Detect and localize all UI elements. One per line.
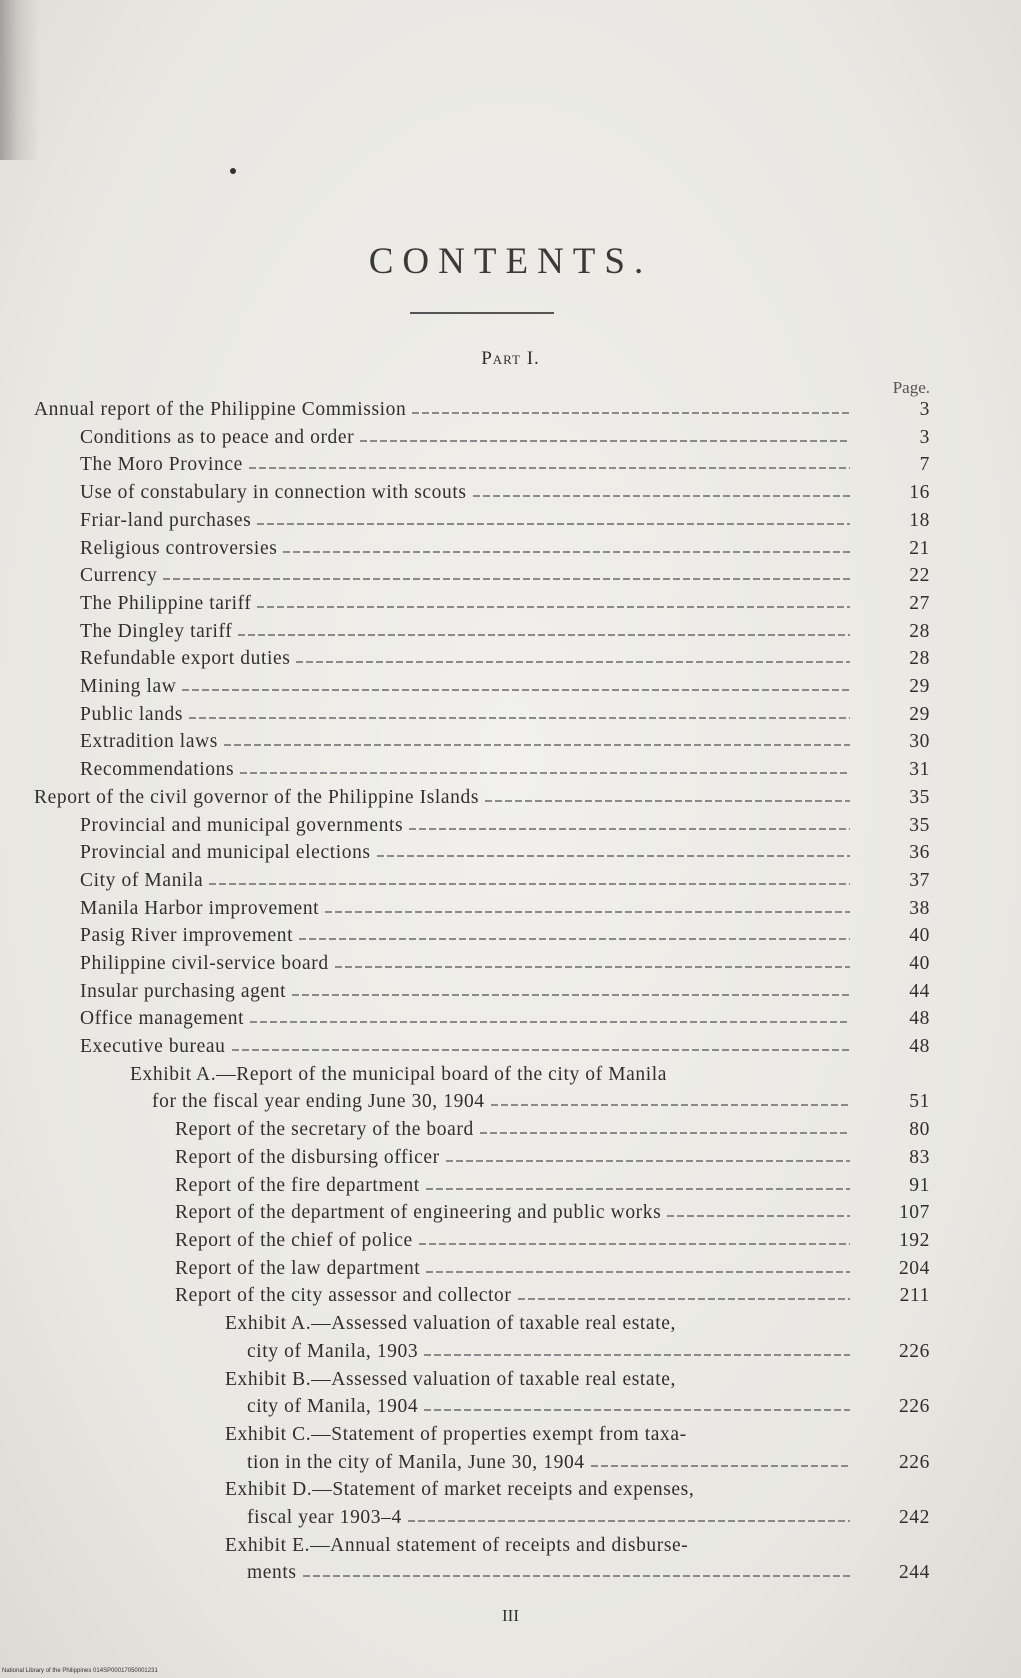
toc-entry <box>0 1310 1021 1365</box>
dot-leader <box>182 689 850 691</box>
toc-entry-title: Currency <box>80 565 158 587</box>
dot-leader <box>292 994 850 996</box>
toc-entry <box>0 784 1021 812</box>
toc-page-number: 21 <box>909 537 930 559</box>
toc-entry-line <box>80 895 850 923</box>
toc-entry <box>0 1532 1021 1587</box>
dot-leader <box>335 966 850 968</box>
toc-page-number: 35 <box>909 786 930 808</box>
toc-page-number: 40 <box>909 925 930 947</box>
dot-leader <box>240 772 850 774</box>
toc-entry-title: Religious controversies <box>80 537 278 559</box>
toc-entry-line <box>80 1005 850 1033</box>
dot-leader <box>419 1243 850 1245</box>
toc-entry <box>0 1172 1021 1200</box>
toc-entry <box>0 922 1021 950</box>
toc-entry-title: Exhibit E.—Annual statement of receipts and disburse- <box>225 1534 689 1556</box>
toc-entry <box>0 1116 1021 1144</box>
toc-page-number: 22 <box>909 565 930 587</box>
part-heading: Part I. <box>481 348 540 369</box>
toc-entry-line <box>80 728 850 756</box>
dot-leader <box>189 717 850 719</box>
scan-footer: National Library of the Philippines 014SP00017050001231 <box>2 1668 158 1674</box>
toc-page-number: 7 <box>919 454 930 476</box>
toc-entry-line <box>152 1088 850 1116</box>
toc-entry-line <box>34 396 850 424</box>
toc-page-number: 107 <box>898 1202 930 1224</box>
ink-speck <box>230 168 236 174</box>
toc-page-number: 35 <box>909 814 930 836</box>
toc-entry-line <box>80 1033 850 1061</box>
toc-page-number: 48 <box>909 1008 930 1030</box>
toc-page-number: 31 <box>909 759 930 781</box>
dot-leader <box>667 1215 850 1217</box>
dot-leader <box>257 523 850 525</box>
dot-leader <box>257 606 850 608</box>
dot-leader <box>491 1104 850 1106</box>
toc-entry-title: Recommendations <box>80 759 235 781</box>
toc-entry-line <box>175 1227 850 1255</box>
toc-entry-line <box>80 867 850 895</box>
dot-leader <box>424 1354 850 1356</box>
toc-entry-line <box>175 1144 850 1172</box>
toc-entry-title: Report of the law department <box>175 1257 421 1279</box>
toc-entry <box>0 562 1021 590</box>
toc-entry-title: Insular purchasing agent <box>80 980 287 1002</box>
toc-entry-line <box>80 618 850 646</box>
toc-entry-line <box>175 1116 850 1144</box>
toc-page-number: 91 <box>909 1174 930 1196</box>
dot-leader <box>360 440 850 442</box>
toc-entry <box>0 507 1021 535</box>
toc-entry <box>0 950 1021 978</box>
toc-entry-title: Exhibit B.—Assessed valuation of taxable real estate, <box>225 1368 676 1390</box>
toc-entry-line <box>225 1532 850 1560</box>
toc-page-number: 204 <box>898 1257 930 1279</box>
toc-page-number: 244 <box>898 1562 930 1584</box>
dot-leader <box>426 1188 850 1190</box>
toc-page-number: 38 <box>909 897 930 919</box>
dot-leader <box>473 495 850 497</box>
toc-entry-title: Exhibit A.—Assessed valuation of taxable real estate, <box>225 1313 676 1335</box>
toc-page-number: 18 <box>909 509 930 531</box>
toc-entry-title: Philippine civil-service board <box>80 953 329 974</box>
toc-entry-line <box>225 1366 850 1394</box>
toc-entry-title: Provincial and municipal governments <box>80 814 404 836</box>
toc-entry-title: Report of the civil governor of the Philippine Islands <box>34 786 480 808</box>
toc-entry-title: Exhibit C.—Statement of properties exempt from taxa- <box>225 1423 687 1445</box>
toc-entry <box>0 1144 1021 1172</box>
toc-entry-title: Report of the city assessor and collector <box>175 1285 512 1307</box>
title-rule <box>410 312 554 314</box>
toc-entry-line <box>80 590 850 618</box>
toc-entry <box>0 590 1021 618</box>
dot-leader <box>303 1575 850 1577</box>
toc-entry <box>0 1227 1021 1255</box>
toc-entry-line <box>247 1338 850 1366</box>
toc-entry <box>0 1005 1021 1033</box>
toc-entry-line <box>247 1504 850 1532</box>
dot-leader <box>424 1409 850 1411</box>
toc-entry-line <box>80 812 850 840</box>
toc-entry-line <box>80 562 850 590</box>
toc-entry-title: city of Manila, 1903 <box>247 1340 419 1362</box>
toc-entry-line <box>175 1199 850 1227</box>
toc-entry-line <box>80 507 850 535</box>
toc-entry-title: for the fiscal year ending June 30, 1904 <box>152 1091 485 1113</box>
dot-leader <box>163 578 850 580</box>
toc-entry-line <box>175 1255 850 1283</box>
toc-entry-title: City of Manila <box>80 869 204 891</box>
toc-entry-line <box>225 1421 850 1449</box>
toc-entry <box>0 728 1021 756</box>
toc-entry-title: The Dingley tariff <box>80 620 233 642</box>
toc-entry-title: Executive bureau <box>80 1036 226 1058</box>
toc-page-number: 3 <box>919 426 930 448</box>
toc-page-number: 211 <box>899 1285 930 1307</box>
toc-entry-line <box>175 1282 850 1310</box>
toc-entry-title: Report of the secretary of the board <box>175 1119 474 1141</box>
toc-page-number: 16 <box>909 482 930 504</box>
page-corner-shadow <box>0 0 40 160</box>
dot-leader <box>209 883 850 885</box>
toc-page-number: 3 <box>919 399 930 420</box>
toc-entry <box>0 1421 1021 1476</box>
toc-entry-title: The Moro Province <box>80 454 243 476</box>
toc-page-number: 44 <box>909 980 930 1002</box>
toc-entry-title: Report of the department of engineering and public works <box>175 1202 662 1224</box>
dot-leader <box>591 1465 850 1467</box>
toc-entry <box>0 756 1021 784</box>
toc-entry-line <box>80 839 850 867</box>
toc-entry-line <box>175 1172 850 1200</box>
toc-entry-line <box>80 701 850 729</box>
toc-page-number: 192 <box>898 1230 930 1251</box>
toc-entry <box>0 479 1021 507</box>
toc-entry-title: Office management <box>80 1008 245 1030</box>
toc-entry-title: Provincial and municipal elections <box>80 842 371 864</box>
toc-entry-title: ments <box>247 1562 297 1584</box>
toc-entry-title: Public lands <box>80 703 184 725</box>
dot-leader <box>377 855 850 857</box>
dot-leader <box>426 1271 850 1273</box>
toc-entry <box>0 645 1021 673</box>
dot-leader <box>249 467 850 469</box>
toc-entry-line <box>80 922 850 950</box>
toc-entry <box>0 867 1021 895</box>
page-folio: III <box>502 1606 519 1625</box>
toc-entry-title: Refundable export duties <box>80 648 291 670</box>
dot-leader <box>412 412 850 414</box>
toc-entry <box>0 1366 1021 1421</box>
dot-leader <box>518 1298 850 1300</box>
dot-leader <box>250 1021 850 1023</box>
page-column-header: Page. <box>892 378 930 397</box>
toc-entry-title: fiscal year 1903–4 <box>247 1506 402 1528</box>
toc-entry-title: Annual report of the Philippine Commission <box>34 399 407 420</box>
toc-entry <box>0 451 1021 479</box>
toc-page-number: 242 <box>898 1506 930 1528</box>
toc-entry-line <box>80 424 850 452</box>
toc-entry <box>0 978 1021 1006</box>
dot-leader <box>325 911 850 913</box>
toc-page-number: 226 <box>898 1396 930 1418</box>
dot-leader <box>224 744 850 746</box>
toc-entry <box>0 1033 1021 1061</box>
toc-page-number: 48 <box>909 1036 930 1058</box>
toc-entry <box>0 701 1021 729</box>
toc-entry <box>0 839 1021 867</box>
toc-entry <box>0 424 1021 452</box>
toc-entry-title: Conditions as to peace and order <box>80 426 355 448</box>
toc-entry-title: Mining law <box>80 676 177 697</box>
toc-entry-line <box>80 451 850 479</box>
toc-entry-line <box>80 978 850 1006</box>
toc-entry-title: Manila Harbor improvement <box>80 897 320 919</box>
toc-entry-line <box>34 784 850 812</box>
toc-entry-line <box>80 645 850 673</box>
toc-entry <box>0 1255 1021 1283</box>
toc-page-number: 226 <box>898 1340 930 1362</box>
toc-entry <box>0 1282 1021 1310</box>
toc-page-number: 36 <box>909 842 930 864</box>
toc-entry <box>0 396 1021 424</box>
toc-entry-line <box>80 950 850 978</box>
toc-entry <box>0 1061 1021 1116</box>
toc-entry-line <box>80 673 850 701</box>
dot-leader <box>299 938 850 940</box>
toc-page-number: 37 <box>909 869 930 891</box>
toc-entry <box>0 1199 1021 1227</box>
toc-page-number: 226 <box>898 1451 930 1473</box>
toc-entry-title: Use of constabulary in connection with scouts <box>80 482 467 504</box>
dot-leader <box>446 1160 850 1162</box>
page-title: CONTENTS. <box>368 241 653 282</box>
dot-leader <box>485 800 850 802</box>
dot-leader <box>238 634 850 636</box>
toc-page-number: 28 <box>909 620 930 642</box>
toc-page-number: 28 <box>909 648 930 670</box>
dot-leader <box>480 1132 850 1134</box>
toc-page-number: 29 <box>909 676 930 697</box>
dot-leader <box>408 1520 850 1522</box>
toc-entry-title: Exhibit D.—Statement of market receipts and expenses, <box>225 1479 695 1501</box>
toc-entry-line <box>80 756 850 784</box>
toc-entry <box>0 618 1021 646</box>
toc-entry-line <box>247 1393 850 1421</box>
toc-entry <box>0 895 1021 923</box>
toc-entry-title: Friar-land purchases <box>80 509 252 531</box>
toc-entry-line <box>247 1449 850 1477</box>
toc-entry-title: city of Manila, 1904 <box>247 1396 419 1418</box>
toc-entry <box>0 1476 1021 1531</box>
dot-leader <box>232 1049 851 1051</box>
toc-entry-title: Extradition laws <box>80 731 218 753</box>
toc-entry-title: Report of the fire department <box>175 1174 420 1196</box>
dot-leader <box>283 551 850 553</box>
toc-entry-line <box>247 1559 850 1587</box>
toc-page-number: 29 <box>909 703 930 725</box>
toc-entry-title: Report of the disbursing officer <box>175 1146 440 1168</box>
toc-page-number: 51 <box>909 1091 930 1113</box>
toc-entry-line <box>225 1476 850 1504</box>
dot-leader <box>296 661 850 663</box>
toc-entry-line <box>130 1061 850 1089</box>
toc-page-number: 83 <box>909 1146 930 1168</box>
toc-entry-title: Pasig River improvement <box>80 925 294 947</box>
toc-entry-title: Report of the chief of police <box>175 1230 413 1251</box>
toc-entry <box>0 812 1021 840</box>
toc-page-number: 80 <box>909 1119 930 1141</box>
toc-entry <box>0 535 1021 563</box>
toc-page-number: 30 <box>909 731 930 753</box>
toc-entry <box>0 673 1021 701</box>
toc-entry-line <box>80 535 850 563</box>
toc-entry-title: tion in the city of Manila, June 30, 1904 <box>247 1451 585 1473</box>
toc-page-number: 27 <box>909 592 930 614</box>
toc-entry-title: The Philippine tariff <box>80 592 252 614</box>
toc-page-number: 40 <box>909 953 930 974</box>
toc-entry-line <box>80 479 850 507</box>
dot-leader <box>409 828 850 830</box>
toc-entry-title: Exhibit A.—Report of the municipal board of the city of Manila <box>130 1063 668 1085</box>
toc-entry-line <box>225 1310 850 1338</box>
